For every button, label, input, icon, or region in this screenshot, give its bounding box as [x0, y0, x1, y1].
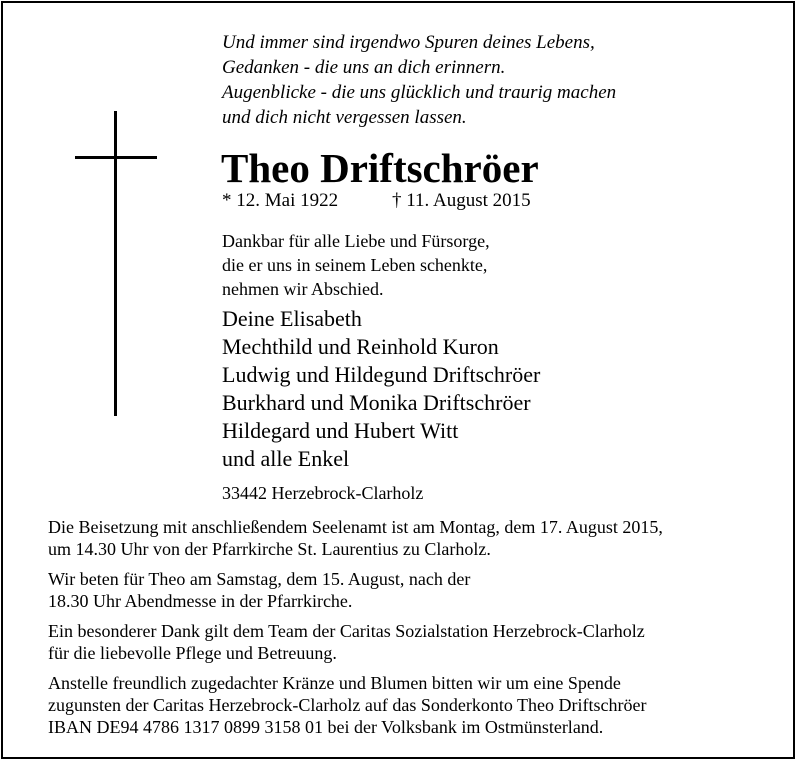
family-member: Mechthild und Reinhold Kuron — [222, 334, 499, 359]
family-member: Hildegard und Hubert Witt — [222, 418, 459, 443]
memorial-poem — [222, 30, 616, 130]
paragraph-line: zugunsten der Caritas Herzebrock-Clarholz auf das Sonderkonto Theo Driftschröer — [48, 695, 647, 715]
thanks-line: nehmen wir Abschied. — [222, 279, 384, 299]
poem-line: Augenblicke - die uns glücklich und traurig machen — [222, 82, 617, 103]
paragraph-line: Wir beten für Theo am Samstag, dem 15. August, nach der — [48, 569, 471, 589]
paragraph-line: Ein besonderer Dank gilt dem Team der Caritas Sozialstation Herzebrock-Clarholz — [48, 621, 645, 641]
poem-line: Und immer sind irgendwo Spuren deines Lebens, — [222, 32, 595, 53]
paragraph-line: um 14.30 Uhr von der Pfarrkirche St. Laurentius zu Clarholz. — [48, 539, 491, 559]
city-line: 33442 Herzebrock-Clarholz — [222, 483, 424, 503]
family-member: und alle Enkel — [222, 446, 350, 471]
donation-paragraph — [48, 672, 646, 738]
paragraph-line: für die liebevolle Pflege und Betreuung. — [48, 643, 337, 663]
paragraph-line: IBAN DE94 4786 1317 0899 3158 01 bei der Volksbank im Ostmünsterland. — [48, 717, 604, 737]
paragraph-line: Die Beisetzung mit anschließendem Seelenamt ist am Montag, dem 17. August 2015, — [48, 517, 663, 537]
thanks-text — [222, 229, 490, 301]
prayer-info-paragraph — [48, 568, 470, 612]
poem-line: Gedanken - die uns an dich erinnern. — [222, 57, 506, 78]
paragraph-line: 18.30 Uhr Abendmesse in der Pfarrkirche. — [48, 591, 353, 611]
funeral-info-paragraph — [48, 516, 663, 560]
thanks-line: die er uns in seinem Leben schenkte, — [222, 255, 488, 275]
family-list — [222, 305, 540, 473]
thanks-caritas-paragraph — [48, 620, 645, 664]
poem-line: und dich nicht vergessen lassen. — [222, 107, 467, 128]
family-member: Ludwig und Hildegund Driftschröer — [222, 362, 541, 387]
life-dates — [222, 189, 531, 213]
birth-date: * 12. Mai 1922 — [222, 190, 339, 211]
thanks-line: Dankbar für alle Liebe und Fürsorge, — [222, 231, 490, 251]
death-date: † 11. August 2015 — [392, 190, 531, 211]
family-member: Deine Elisabeth — [222, 306, 362, 331]
family-member: Burkhard und Monika Driftschröer — [222, 390, 531, 415]
paragraph-line: Anstelle freundlich zugedachter Kränze und Blumen bitten wir um eine Spende — [48, 673, 621, 693]
deceased-name: Theo Driftschröer — [221, 145, 539, 191]
cross-icon-bar — [75, 156, 157, 159]
